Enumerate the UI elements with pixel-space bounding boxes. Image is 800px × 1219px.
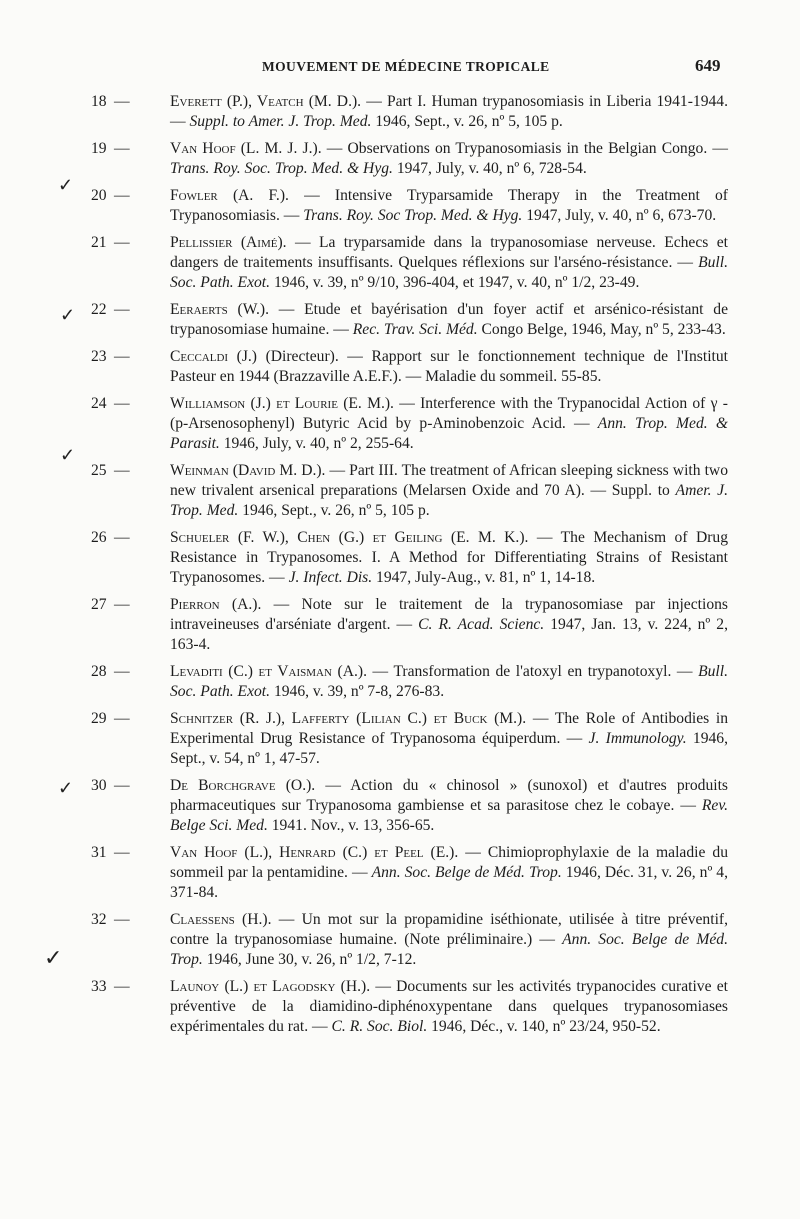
reference-text: — Intensive Tryparsamide Therapy in the Treatment of Trypanosomiasis. —: [170, 187, 728, 224]
reference-journal: Suppl. to Amer. J. Trop. Med.: [189, 113, 372, 130]
reference-text: — Un mot sur la propamidine iséthionate, utilisée à titre préventif, contre la trypanosomiase humaine. (Note préliminaire.) —: [170, 911, 728, 948]
reference-number: 32: [91, 911, 107, 928]
reference-authors: Claessens (H.).: [170, 911, 272, 928]
reference-item: [0, 528, 800, 588]
pen-tick-mark: ✓: [58, 175, 74, 195]
reference-tail: 1946, Déc. 31, v. 26, nº 4, 371-84.: [170, 864, 729, 901]
reference-authors: Williamson (J.) et Lourie (E. M.).: [170, 395, 394, 412]
reference-authors: Ceccaldi (J.): [170, 348, 257, 365]
reference-number: 33: [91, 978, 107, 995]
reference-dash: —: [114, 140, 130, 157]
reference-dash: —: [114, 844, 130, 861]
reference-journal: Bull. Soc. Path. Exot.: [170, 254, 728, 291]
reference-number: 29: [91, 710, 107, 727]
reference-authors: Pellissier (Aimé).: [170, 234, 287, 251]
reference-tail: 1946, v. 39, nº 9/10, 396-404, et 1947, v. 40, nº 1/2, 23-49.: [270, 274, 640, 291]
reference-journal: Bull. Soc. Path. Exot.: [170, 663, 728, 700]
reference-text: — Etude et bayérisation d'un foyer actif et arsénico-résistant de trypanosomiase humaine. —: [170, 301, 728, 338]
reference-dash: —: [114, 93, 130, 110]
reference-text: — Transformation de l'atoxyl en trypanotoxyl. —: [366, 663, 699, 680]
reference-journal: Amer. J. Trop. Med.: [170, 482, 728, 519]
reference-item: [0, 300, 800, 340]
reference-tail: 1947, July-Aug., v. 81, nº 1, 14-18.: [372, 569, 596, 586]
reference-dash: —: [114, 596, 130, 613]
reference-number: 27: [91, 596, 107, 613]
pen-tick-mark: ✓: [60, 445, 76, 465]
reference-text: — The Role of Antibodies in Experimental Drug Resistance of Trypanosoma équiperdum. —: [170, 710, 729, 747]
reference-dash: —: [114, 777, 130, 794]
reference-number: 24: [91, 395, 107, 412]
reference-dash: —: [114, 348, 130, 365]
reference-tail: Congo Belge, 1946, May, nº 5, 233-43.: [477, 321, 726, 338]
running-header: [0, 56, 800, 80]
reference-item: [0, 662, 800, 702]
reference-text: — Chimioprophylaxie de la maladie du sommeil par la pentamidine. —: [170, 844, 728, 881]
reference-dash: —: [114, 911, 130, 928]
reference-dash: —: [114, 234, 130, 251]
reference-journal: Trans. Roy. Soc. Trop. Med. & Hyg.: [170, 160, 393, 177]
reference-item: [0, 92, 800, 132]
reference-number: 31: [91, 844, 107, 861]
reference-item: [0, 347, 800, 387]
reference-item: [0, 776, 800, 836]
reference-authors: Eeraerts (W.).: [170, 301, 269, 318]
reference-journal: Ann. Soc. Belge de Méd. Trop.: [170, 931, 728, 968]
reference-dash: —: [114, 187, 130, 204]
reference-item: [0, 709, 800, 769]
reference-authors: Fowler (A. F.).: [170, 187, 289, 204]
reference-authors: Launoy (L.) et Lagodsky (H.).: [170, 978, 371, 995]
reference-item: [0, 394, 800, 454]
reference-journal: Ann. Trop. Med. & Parasit.: [170, 415, 728, 452]
reference-journal: Ann. Soc. Belge de Méd. Trop.: [371, 864, 562, 881]
reference-text: — Action du « chinosol » (sunoxol) et d'autres produits pharmaceutiques sur Trypanosoma gambiense et sa parasitose chez le cobaye. —: [170, 777, 728, 814]
reference-text: — The Mechanism of Drug Resistance in Trypanosomes. I. A Method for Differentiating Strains of Resistant Trypanosomes. —: [170, 529, 728, 586]
reference-item: [0, 461, 800, 521]
reference-number: 22: [91, 301, 107, 318]
reference-journal: Rec. Trav. Sci. Méd.: [352, 321, 478, 338]
reference-dash: —: [114, 462, 130, 479]
pen-tick-mark: ✓: [58, 778, 74, 798]
reference-authors: Pierron (A.).: [170, 596, 262, 613]
reference-tail: 1947, Jan. 13, v. 224, nº 2, 163-4.: [170, 616, 728, 653]
reference-number: 21: [91, 234, 107, 251]
reference-number: 19: [91, 140, 107, 157]
reference-text: — La tryparsamide dans la trypanosomiase nerveuse. Echecs et dangers de traitements insuffisants. Quelques réflexions sur l'arséno-résistance. —: [170, 234, 728, 271]
reference-tail: 1941. Nov., v. 13, 356-65.: [267, 817, 435, 834]
reference-journal: C. R. Acad. Scienc.: [418, 616, 545, 633]
pen-tick-mark: ✓: [60, 305, 76, 325]
reference-text: — Interference with the Trypanocidal Action of γ - (p-Arsenosophenyl) Butyric Acid by p-Aminobenzoic Acid. —: [170, 395, 728, 432]
reference-authors: Van Hoof (L. M. J. J.).: [170, 140, 322, 157]
reference-tail: 1946, Sept., v. 54, nº 1, 47-57.: [170, 730, 729, 767]
reference-text: — Observations on Trypanosomiasis in the Belgian Congo. —: [321, 140, 728, 157]
reference-dash: —: [114, 395, 130, 412]
reference-text: — Note sur le traitement de la trypanosomiase par injections intraveineuses d'arséniate d'argent. —: [170, 596, 728, 633]
reference-number: 20: [91, 187, 107, 204]
reference-authors: Schueler (F. W.), Chen (G.) et Geiling (E. M. K.).: [170, 529, 529, 546]
reference-item: [0, 139, 800, 179]
reference-journal: J. Immunology.: [588, 730, 687, 747]
reference-journal: C. R. Soc. Biol.: [331, 1018, 428, 1035]
reference-tail: 1946, v. 39, nº 7-8, 276-83.: [270, 683, 445, 700]
pen-tick-mark: ✓: [44, 945, 63, 970]
reference-journal: Rev. Belge Sci. Med.: [170, 797, 728, 834]
reference-tail: 1946, Sept., v. 26, nº 5, 105 p.: [371, 113, 563, 130]
reference-item: [0, 595, 800, 655]
reference-text: — Documents sur les activités trypanocides curative et préventive de la diamidino-diphénoxypentane dans quelques trypanosomiases expérimentales du rat. —: [170, 978, 728, 1035]
reference-authors: Levaditi (C.) et Vaisman (A.).: [170, 663, 367, 680]
reference-tail: 1947, July, v. 40, nº 6, 673-70.: [522, 207, 717, 224]
reference-dash: —: [114, 978, 130, 995]
reference-dash: —: [114, 663, 130, 680]
reference-authors: Everett (P.), Veatch (M. D.).: [170, 93, 362, 110]
reference-item: [0, 977, 800, 1037]
reference-authors: Van Hoof (L.), Henrard (C.) et Peel (E.).: [170, 844, 459, 861]
reference-item: [0, 910, 800, 970]
reference-dash: —: [114, 529, 130, 546]
reference-item: [0, 233, 800, 293]
reference-text: (Directeur). — Rapport sur le fonctionnement technique de l'Institut Pasteur en 1944 (Brazzaville A.E.F.). — Maladie du sommeil. 55-85.: [170, 348, 728, 385]
reference-item: [0, 843, 800, 903]
reference-number: 26: [91, 529, 107, 546]
reference-list: [0, 92, 800, 1044]
reference-tail: 1946, Sept., v. 26, nº 5, 105 p.: [238, 502, 430, 519]
reference-dash: —: [114, 301, 130, 318]
reference-journal: Trans. Roy. Soc Trop. Med. & Hyg.: [303, 207, 523, 224]
reference-tail: 1946, June 30, v. 26, nº 1/2, 7-12.: [202, 951, 417, 968]
reference-text: — Part I. Human trypanosomiasis in Liberia 1941-1944. —: [170, 93, 728, 130]
reference-number: 28: [91, 663, 107, 680]
reference-text: — Part III. The treatment of African sleeping sickness with two new trivalent arsenical preparations (Melarsen Oxide and 70 A). — Suppl. to: [170, 462, 728, 499]
reference-authors: De Borchgrave (O.).: [170, 777, 316, 794]
reference-authors: Weinman (David M. D.).: [170, 462, 326, 479]
reference-number: 25: [91, 462, 107, 479]
reference-tail: 1947, July, v. 40, nº 6, 728-54.: [392, 160, 587, 177]
reference-authors: Schnitzer (R. J.), Lafferty (Lilian C.) et Buck (M.).: [170, 710, 527, 727]
reference-dash: —: [114, 710, 130, 727]
running-title: MOUVEMENT DE MÉDECINE TROPICALE: [262, 59, 550, 74]
reference-tail: 1946, Déc., v. 140, nº 23/24, 950-52.: [427, 1018, 661, 1035]
reference-number: 23: [91, 348, 107, 365]
reference-item: [0, 186, 800, 226]
reference-tail: 1946, July, v. 40, nº 2, 255-64.: [219, 435, 414, 452]
reference-number: 30: [91, 777, 107, 794]
reference-journal: J. Infect. Dis.: [288, 569, 373, 586]
page-number: 649: [695, 56, 721, 75]
reference-number: 18: [91, 93, 107, 110]
